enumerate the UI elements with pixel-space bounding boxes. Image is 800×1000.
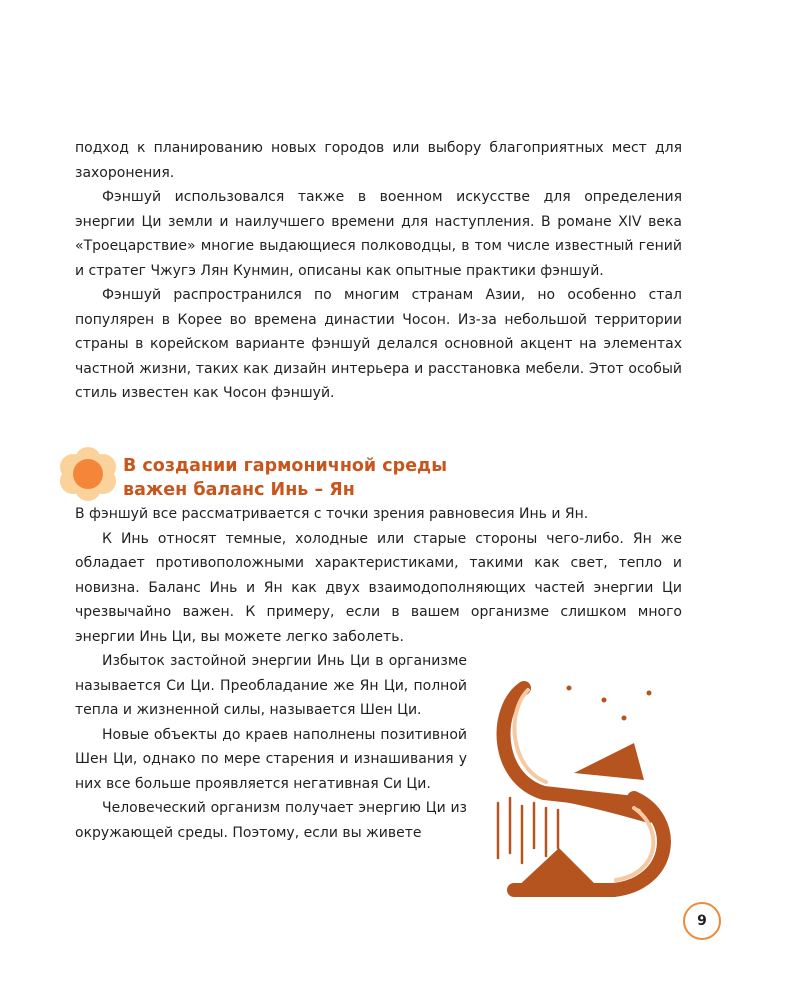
page-number-badge xyxy=(683,902,721,940)
page-number: 9 xyxy=(697,913,707,929)
paragraph-korea: Фэншуй распространился по многим странам Азии, но особенно стал популярен в Корее во времена династии Чосон. Из-за небольшой территории страны в корейском варианте фэншуй делался основной акцент на элементах частной жизни, таких как дизайн интерьера и расстановка мебели. Этот особый стиль известен как Чосон фэншуй. xyxy=(75,287,682,401)
paragraph-environment: Человеческий организм получает энергию Ци из окружающей среды. Поэтому, если вы живете xyxy=(75,800,467,841)
heading-line-1: В создании гармоничной среды xyxy=(123,456,448,476)
flower-bullet-icon xyxy=(56,446,120,502)
paragraph-si-qi: Избыток застойной энергии Инь Ци в организме называется Си Ци. Преобладание же Ян Ци, полной тепла и жизненной силы, называется Шен Ци. xyxy=(75,653,467,718)
section-heading xyxy=(123,454,447,502)
paragraph-yin: К Инь относят темные, холодные или старые стороны чего-либо. Ян же обладает противоположными характеристиками, такими как свет, тепло и новизна. Баланс Инь и Ян как двух взаимодополняющих частей энергии Ци чрезвычайно важен. К примеру, если в вашем организме слишком много энергии Инь Ци, вы можете легко заболеть. xyxy=(75,530,682,645)
heading-line-2: важен баланс Инь – Ян xyxy=(123,480,355,500)
paragraph-continuation: подход к планированию новых городов или выбору благоприятных мест для захоронения. xyxy=(75,140,682,181)
top-text-block xyxy=(75,136,682,406)
paragraph-military: Фэншуй использовался также в военном искусстве для определения энергии Ци земли и наилучшего времени для наступления. В романе XIV века «Троецарствие» многие выдающиеся полководцы, в том числе известный гений и стратег Чжугэ Лян Кунмин, описаны как опытные практики фэншуй. xyxy=(75,189,682,279)
narrow-text-block xyxy=(75,649,467,845)
section-text-block xyxy=(75,502,682,649)
paragraph-intro: В фэншуй все рассматривается с точки зрения равновесия Инь и Ян. xyxy=(75,506,589,522)
yin-yang-figures-illustration xyxy=(484,668,684,898)
paragraph-new-objects: Новые объекты до краев наполнены позитивной Шен Ци, однако по мере старения и изнашивания у них все больше проявляется негативная Си Ци. xyxy=(75,726,467,792)
